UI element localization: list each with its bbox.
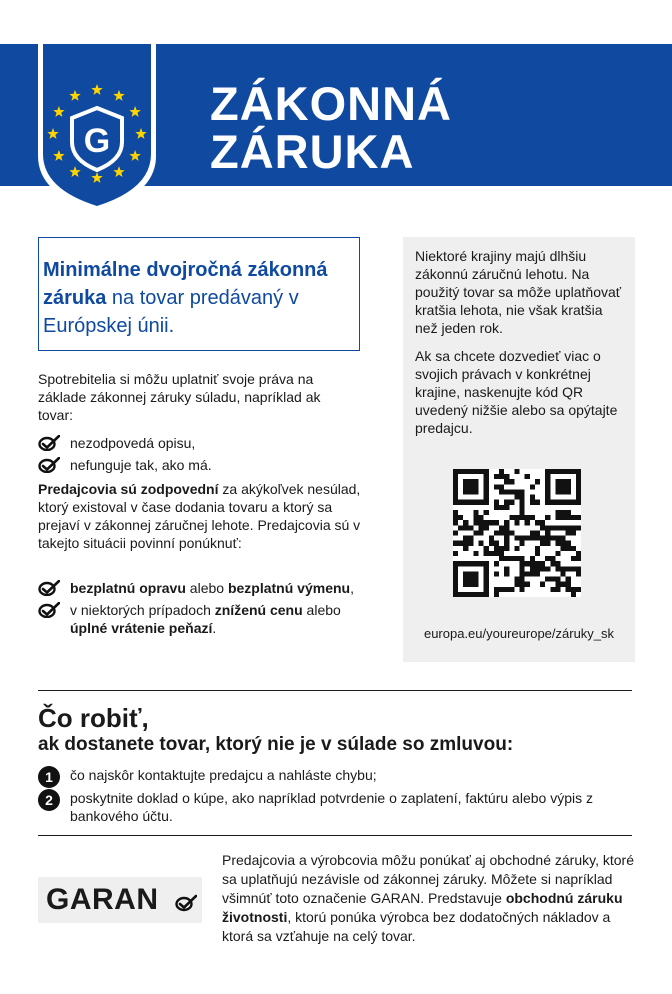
checkmark-icon (38, 435, 60, 451)
garan-logo-text: GARAN (46, 883, 159, 916)
text-fragment: alebo (185, 580, 228, 596)
list-item (38, 579, 358, 597)
step-text-1: čo najskôr kontaktujte predajcu a nahláste chybu; (70, 767, 377, 783)
text-fragment: , ktorú ponúka výrobca bez dodatočných nákladov a ktorá sa vzťahuje na celý tovar. (222, 909, 611, 944)
europa-link[interactable]: europa.eu/youreurope/záruky_sk (423, 626, 615, 641)
remedies-list (38, 579, 358, 641)
text-fragment: Predajcovia a výrobcovia môžu ponúkať aj obchodné záruky, ktoré sa uplatňujú nezávisle od zákonnej záruky. Môžete si napríklad všimnúť toto označenie GARAN. Predstavuje (222, 852, 634, 906)
commercial-guarantee: obchodnú záruku životnosti (222, 890, 623, 925)
checkmark-icon (38, 457, 60, 473)
seller-bold: Predajcovia sú zodpovední (38, 481, 219, 497)
sidebox-paragraph-2: Ak sa chcete dozvedieť viac o svojich právach v konkrétnej krajine, naskenujte kód QR uvedený nižšie alebo sa opýtajte predajcu. (415, 348, 618, 436)
rights-item-1: nezodpovedá opisu, (70, 435, 196, 451)
text-fragment: alebo (302, 602, 341, 618)
garan-paragraph (222, 851, 634, 946)
checkmark-icon (38, 580, 60, 596)
seller-paragraph (38, 480, 363, 552)
info-sidebox (403, 237, 635, 662)
divider (38, 835, 632, 836)
checkmark-icon (38, 602, 60, 618)
list-item (38, 601, 358, 637)
rights-item-2: nefunguje tak, ako má. (70, 457, 212, 473)
reduced-price: zníženú cenu (214, 602, 303, 618)
text-fragment: . (212, 620, 217, 636)
title-line-2: ZÁRUKA (210, 125, 415, 178)
garan-logo (38, 877, 202, 923)
list-item (38, 766, 632, 784)
intro-bold: Minimálne dvojročná zákonná záruka (43, 259, 328, 309)
free-replacement: bezplatnú výmenu (227, 580, 351, 596)
section-subtitle: ak dostanete tovar, ktorý nie je v súlade so zmluvou: (38, 734, 514, 755)
step-text-2: poskytnite doklad o kúpe, ako napríklad potvrdenie o zaplatení, faktúru alebo výpis z bankového účtu. (70, 790, 593, 824)
text-fragment: v niektorých prípadoch (70, 602, 215, 618)
list-item (38, 456, 358, 474)
text-fragment: , (350, 580, 354, 596)
intro-box (38, 237, 360, 351)
full-refund: úplné vrátenie peňazí (70, 620, 213, 636)
section-title: Čo robiť, (38, 703, 149, 733)
step-number-2: 2 (38, 789, 60, 811)
rights-paragraph: Spotrebitelia si môžu uplatniť svoje práva na základe zákonnej záruky súladu, napríklad ak tovar: (38, 371, 321, 423)
divider (38, 690, 632, 691)
step-number-1: 1 (38, 766, 60, 788)
list-item (38, 434, 358, 452)
svg-text:G: G (83, 122, 111, 160)
steps-list (38, 766, 632, 830)
free-repair: bezplatnú opravu (70, 580, 186, 596)
page-title (210, 77, 452, 178)
checkmark-icon (175, 894, 197, 912)
eu-guarantee-shield-logo (36, 44, 158, 214)
intro-rest: na tovar predávaný v Európskej únii. (43, 287, 299, 337)
seller-text: za akýkoľvek nesúlad, ktorý existoval v čase dodania tovaru a ktorý sa prejaví v zákonnej záručnej lehote. Predajcovia sú v takejto situácii povinní ponúknuť: (38, 481, 361, 551)
list-item (38, 789, 632, 825)
title-line-1: ZÁKONNÁ (210, 77, 452, 130)
sidebox-paragraph-1: Niektoré krajiny majú dlhšiu zákonnú záručnú lehotu. Na použitý tovar sa môže uplatňovať kratšia lehota, nie však kratšia než jeden rok. (415, 248, 622, 336)
qr-code-icon[interactable] (453, 469, 581, 597)
rights-list (38, 434, 358, 478)
intro-text (43, 256, 355, 340)
